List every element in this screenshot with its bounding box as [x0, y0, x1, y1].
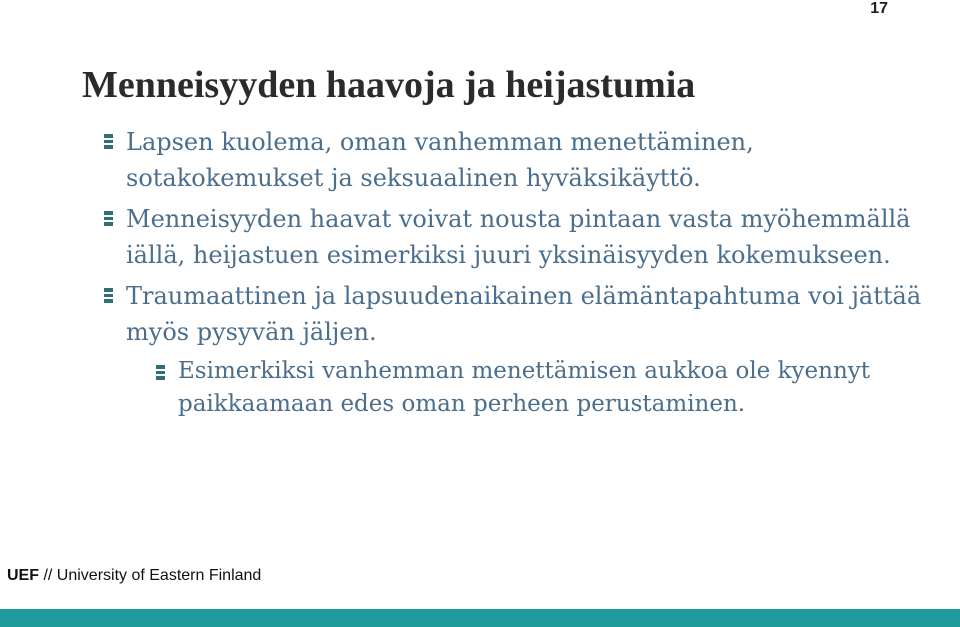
bullet-text: Traumaattinen ja lapsuudenaikainen elämäntapahtuma voi jättää myös pysyvän jäljen.	[126, 282, 922, 346]
footer-brand: UEF	[7, 567, 39, 584]
footer-separator: //	[39, 567, 57, 584]
sub-bullet-item	[156, 355, 924, 421]
bullet-item	[104, 201, 924, 273]
bullet-text: Lapsen kuolema, oman vanhemman menettäminen, sotakokemukset ja seksuaalinen hyväksikäyttö.	[126, 128, 754, 192]
bullet-list	[104, 124, 924, 426]
bullet-item	[104, 278, 924, 350]
sub-bullet-text: Esimerkiksi vanhemman menettämisen aukkoa ole kyennyt paikkaamaan edes oman perheen perustaminen.	[178, 358, 871, 417]
page-number: 17	[870, 0, 888, 17]
footer-bar	[0, 609, 960, 627]
bullet-text: Menneisyyden haavat voivat nousta pintaan vasta myöhemmällä iällä, heijastuen esimerkiksi juuri yksinäisyyden kokemukseen.	[126, 205, 911, 269]
square-bullet-icon	[104, 134, 113, 149]
square-bullet-icon	[156, 365, 165, 380]
square-bullet-icon	[104, 211, 113, 226]
footer-label	[7, 567, 261, 585]
square-bullet-icon	[104, 288, 113, 303]
footer-organization: University of Eastern Finland	[56, 567, 262, 584]
slide-title: Menneisyyden haavoja ja heijastumia	[82, 64, 696, 106]
bullet-item	[104, 124, 924, 196]
